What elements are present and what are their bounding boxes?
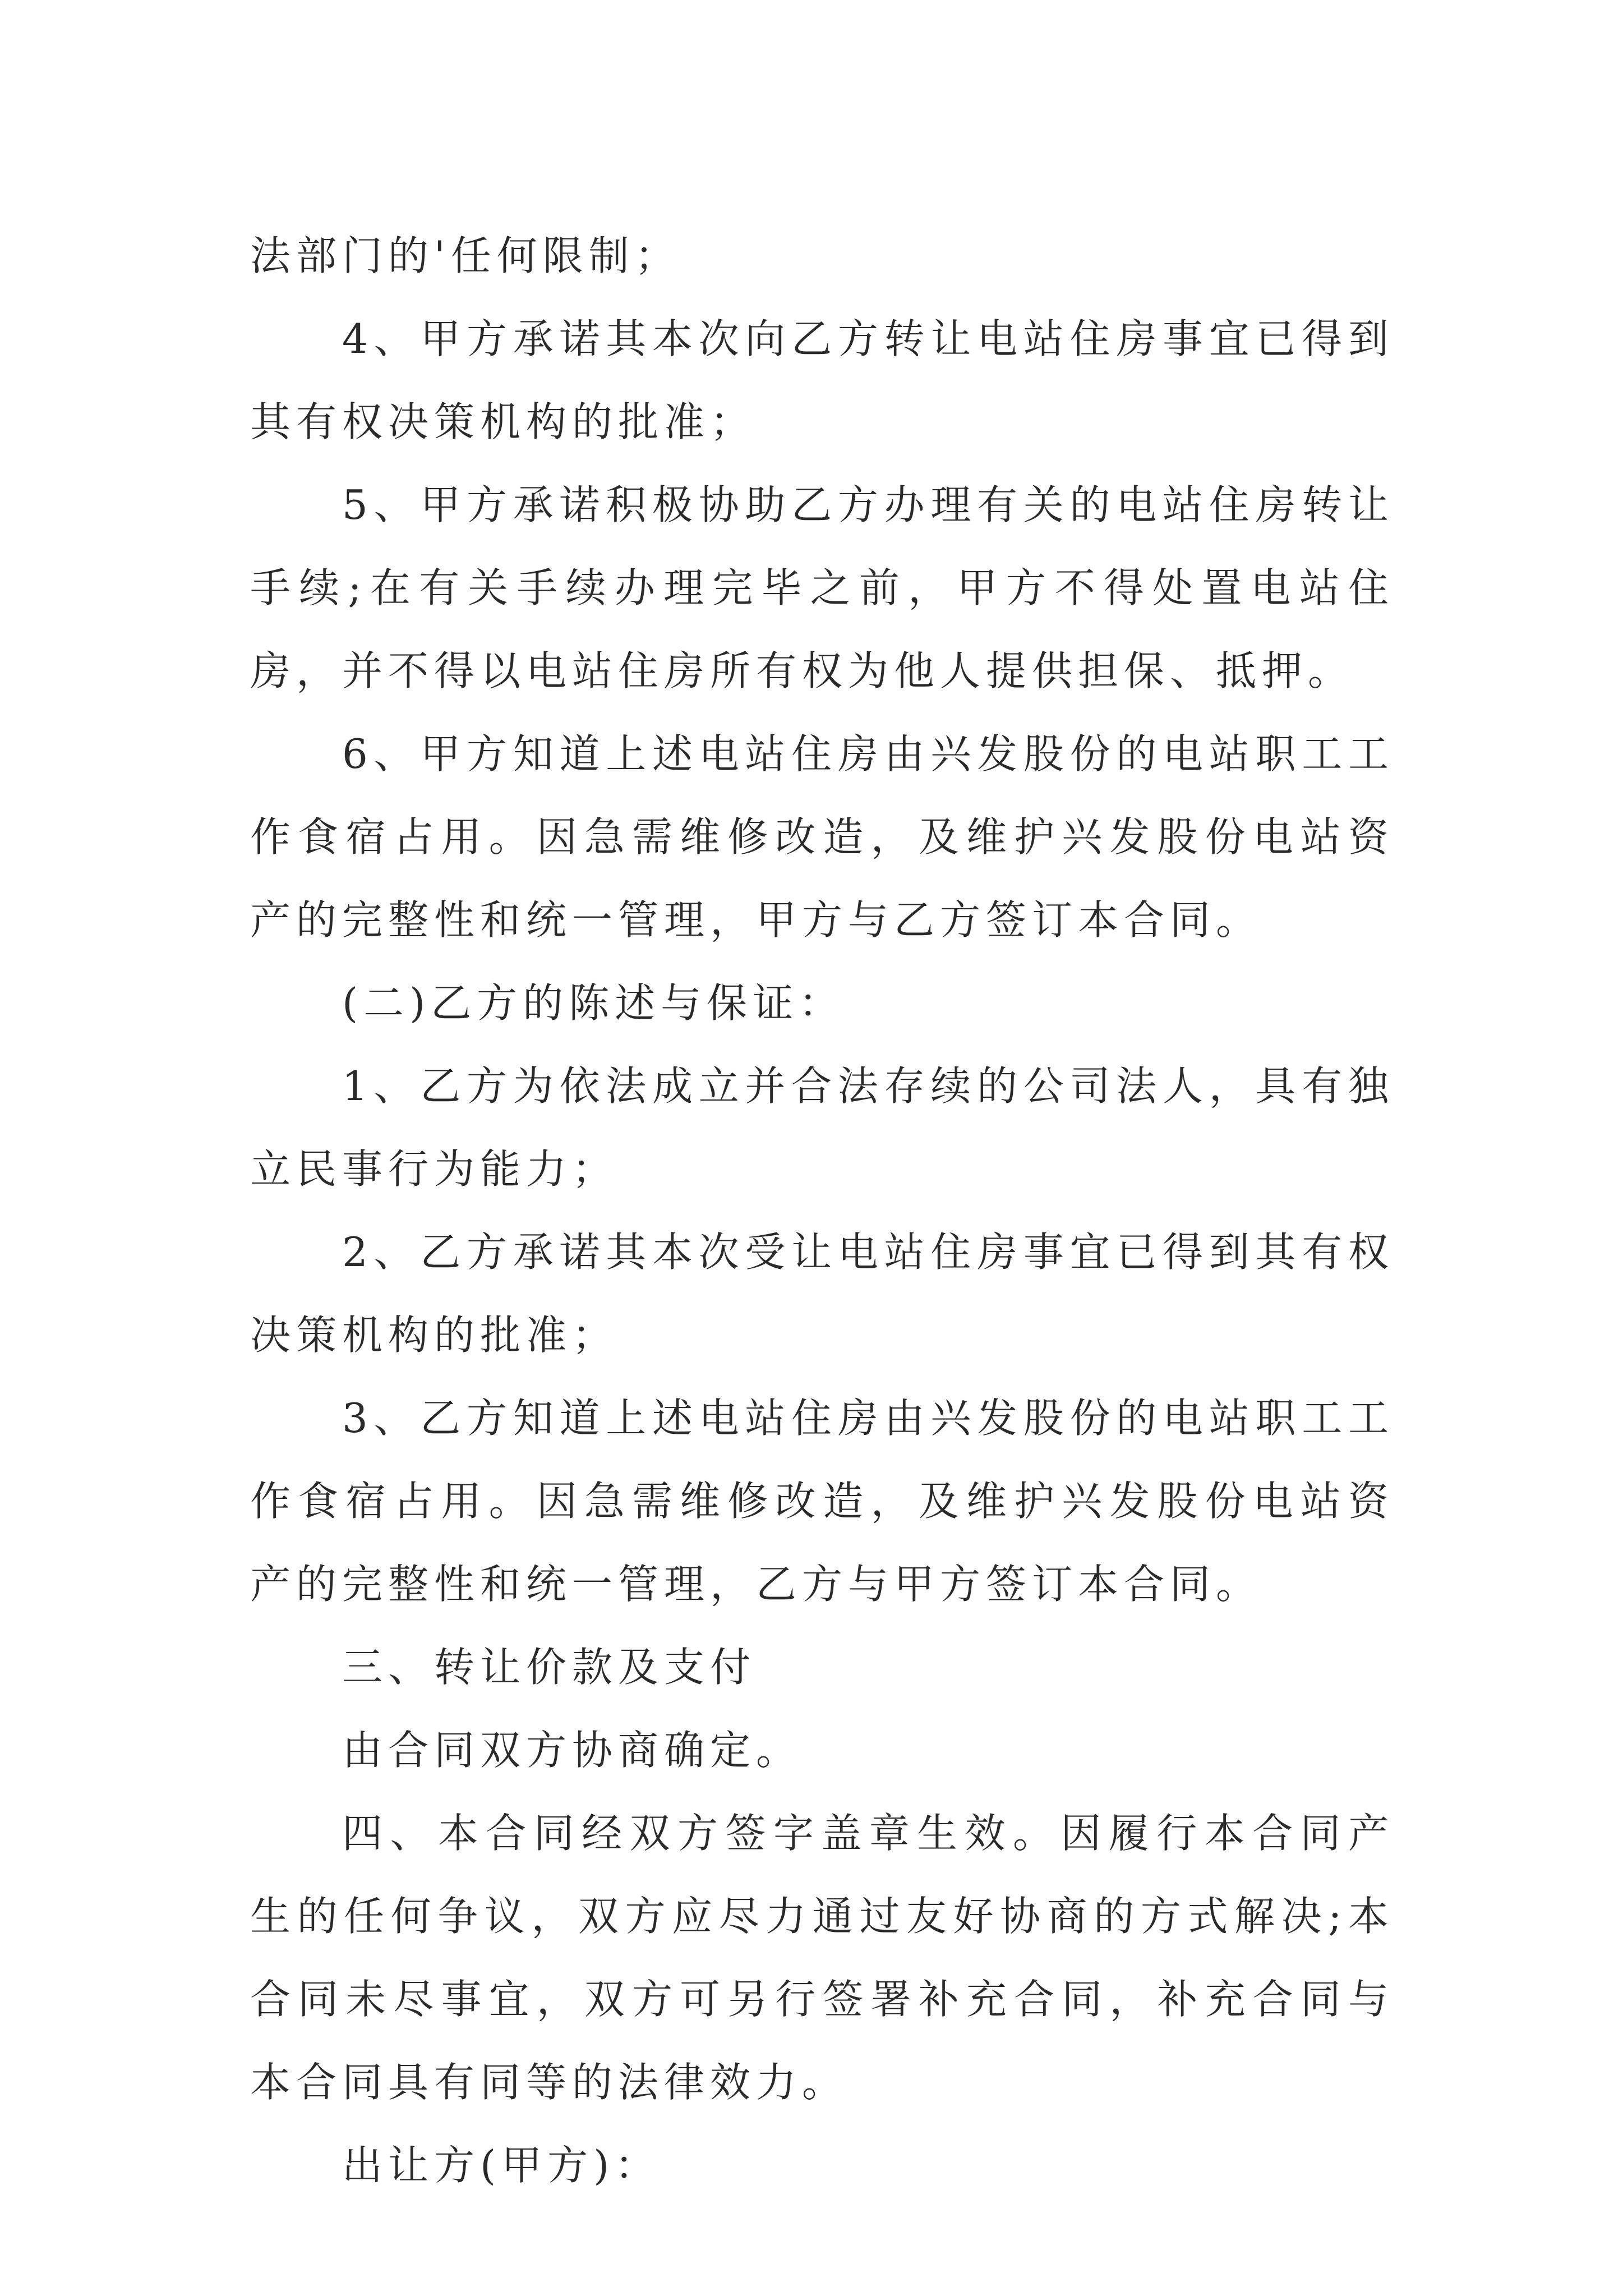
paragraph-b-clause-3: 3、乙方知道上述电站住房由兴发股份的电站职工工作食宿占用。因急需维修改造，及维护兴发股份电站资产的完整性和统一管理，乙方与甲方签订本合同。	[250, 1395, 1394, 1608]
signature-transferor: 出让方(甲方)：	[342, 2142, 661, 2189]
section-heading-price: 三、转让价款及支付	[342, 1644, 757, 1691]
paragraph-clause-6: 6、甲方知道上述电站住房由兴发股份的电站职工工作食宿占用。因急需维修改造，及维护兴发股份电站资产的完整性和统一管理，甲方与乙方签订本合同。	[250, 730, 1394, 944]
paragraph-clause-5: 5、甲方承诺积极协助乙方办理有关的电站住房转让手续;在有关手续办理完毕之前，甲方不得处置电站住房，并不得以电站住房所有权为他人提供担保、抵押。	[250, 481, 1394, 694]
paragraph-price: 由合同双方协商确定。	[342, 1727, 803, 1774]
paragraph-clause-4: 4、甲方承诺其本次向乙方转让电站住房事宜已得到其有权决策机构的批准；	[250, 315, 1394, 445]
paragraph-b-clause-2: 2、乙方承诺其本次受让电站住房事宜已得到其有权决策机构的批准；	[250, 1228, 1394, 1359]
section-effectiveness: 四、本合同经双方签字盖章生效。因履行本合同产生的任何争议，双方应尽力通过友好协商的方式解决;本合同未尽事宜，双方可另行签署补充合同，补充合同与本合同具有同等的法律效力。	[250, 1810, 1394, 2106]
document-page	[250, 214, 1394, 2207]
paragraph-b-clause-1: 1、乙方为依法成立并合法存续的公司法人，具有独立民事行为能力；	[250, 1062, 1394, 1193]
paragraph-continued: 法部门的'任何限制；	[250, 232, 681, 279]
section-heading-party-b: (二)乙方的陈述与保证：	[342, 979, 845, 1027]
